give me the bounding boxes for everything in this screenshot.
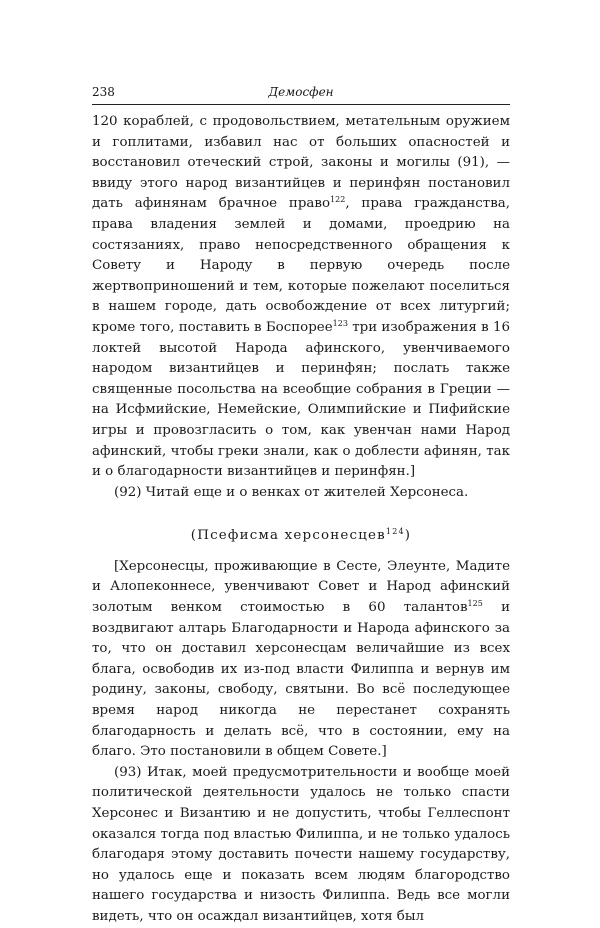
paragraph-text: [Херсонесцы, проживающие в Сесте, Элеунте, Мадите и Алопеконнесе, увенчивают Совет и Народ афинский золотым венком стоимостью в 60 талантов (92, 558, 510, 616)
paragraph (92, 112, 510, 483)
section-heading-text: (Псефисма херсонесцев (190, 528, 386, 544)
text-block-1 (92, 112, 510, 503)
paragraph-text: (92) Читай еще и о венках от жителей Херсонеса. (114, 484, 469, 500)
text-block-2 (92, 557, 510, 928)
page-body (92, 112, 510, 928)
paragraph (92, 557, 510, 763)
paragraph-text: , права гражданства, права владения землей и домами, проедрию на состязаниях, право непосредственного обращения к Совету и Народу в первую очередь после жертвоприношений и тем, которые пожелают поселиться в нашем городе, дать освобождение от всех литургий; кроме того, поставить в Боспорее (92, 196, 510, 335)
section-heading-close: ) (404, 528, 412, 544)
footnote-ref: 123 (332, 318, 348, 328)
page-number: 238 (92, 85, 115, 99)
footnote-ref: 125 (467, 599, 483, 609)
page-header (92, 84, 510, 105)
paragraph-text: 120 кораблей, с продовольствием, метательным оружием и гоплитами, избавил нас от больших опасностей и восстановил отеческий строй, законы и могилы (91), — ввиду этого народ византийцев и перинфян постановил дать афинянам брачное право (92, 114, 510, 212)
paragraph-text: (93) Итак, моей предусмотрительности и вообще моей политической деятельности удалось не только спасти Херсонес и Византию и не допустить, чтобы Геллеспонт оказался тогда под властью Филиппа, и не только удалось благодаря этому доставить почести нашему государству, но удалось еще и показать всем людям благородство нашего государства и низость Филиппа. Ведь все могли видеть, что он осаждал византийцев, хотя был (92, 764, 510, 924)
running-title: Демосфен (268, 85, 334, 99)
footnote-ref: 124 (385, 527, 405, 537)
paragraph-text: и воздвигают алтарь Благодарности и Народа афинского за то, что он доставил херсонесцам величайшие из всех блага, освободив их из-под власти Филиппа и вернув им родину, законы, свободу, святыни. Во всё последующее время народ никогда не перестанет сохранять благодарность и делать всё, что в состоянии, ему на благо. Это постановили в общем Совете.] (92, 600, 510, 760)
paragraph (92, 483, 510, 504)
footnote-ref: 122 (330, 195, 346, 205)
paragraph (92, 763, 510, 928)
section-heading (92, 526, 510, 547)
paragraph-text: три изображения в 16 локтей высотой Народа афинского, увенчиваемого народом византийцев и перинфян; послать также священные посольства на всеобщие собрания в Греции — на Исфмийские, Немейские, Олимпийские и Пифийские игры и провозгласить о том, как увенчан нами Народ афинский, чтобы греки знали, как о доблести афинян, так и о благодарности византийцев и перинфян.] (92, 319, 510, 480)
